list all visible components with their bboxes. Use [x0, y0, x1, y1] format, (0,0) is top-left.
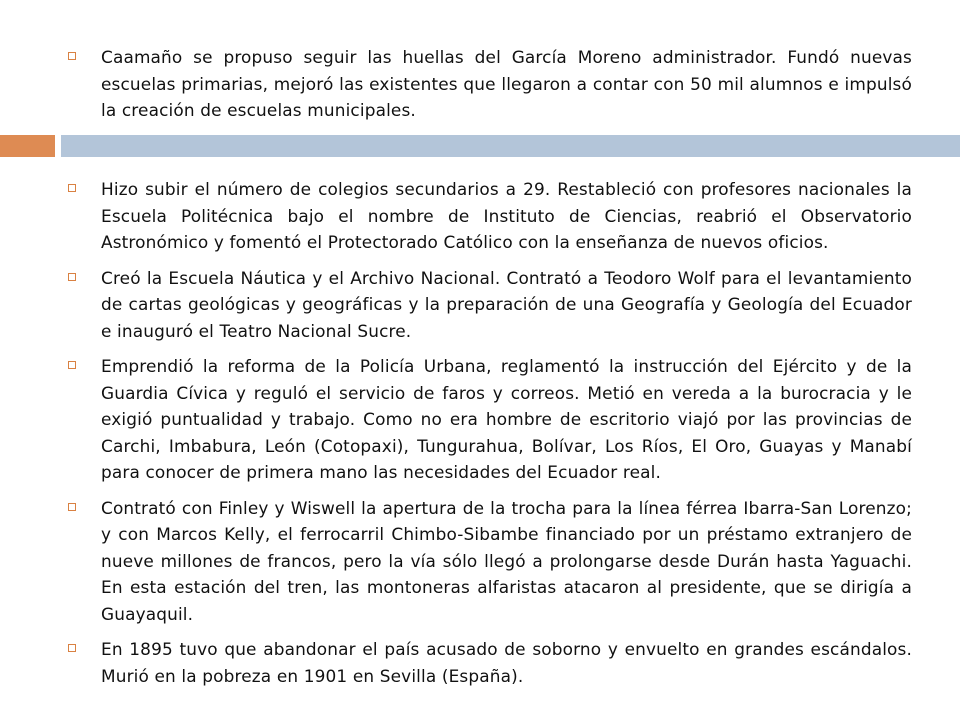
- divider-accent-block: [0, 135, 55, 157]
- bullet-text: Caamaño se propuso seguir las huellas del García Moreno administrador. Fundó nuevas escuelas primarias, mejoró las existentes que llegaron a contar con 50 mil alumnos e impulsó la creación de escuelas municipales.: [101, 47, 912, 120]
- title-divider: [0, 135, 960, 157]
- main-text-block: [0, 176, 960, 698]
- square-bullet-icon: [68, 361, 76, 369]
- bullet-item: [0, 495, 960, 628]
- bullet-text: Emprendió la reforma de la Policía Urbana, reglamentó la instrucción del Ejército y de la Guardia Cívica y reguló el servicio de faros y correos. Metió en vereda a la burocracia y le exigió puntualidad y trabajo. Como no era hombre de escritorio viajó por las provincias de Carchi, Imbabura, León (Cotopaxi), Tungurahua, Bolívar, Los Ríos, El Oro, Guayas y Manabí para conocer de primera mano las necesidades del Ecuador real.: [101, 356, 912, 482]
- bullet-text: Contrató con Finley y Wiswell la apertura de la trocha para la línea férrea Ibarra-San Lorenzo; y con Marcos Kelly, el ferrocarril Chimbo-Sibambe financiado por un préstamo extranjero de nueve millones de francos, pero la vía sólo llegó a prolongarse desde Durán hasta Yaguachi. En esta estación del tren, las montoneras alfaristas atacaron al presidente, que se dirigía a Guayaquil.: [101, 497, 912, 624]
- square-bullet-icon: [68, 184, 76, 192]
- bullet-item: [0, 636, 960, 689]
- intro-text-block: [0, 44, 960, 124]
- bullet-item: [0, 265, 960, 345]
- main-bullet-list: [0, 176, 960, 689]
- bullet-text: Creó la Escuela Náutica y el Archivo Nacional. Contrató a Teodoro Wolf para el levantamiento de cartas geológicas y geográficas y la preparación de una Geografía y Geología del Ecuador e inauguró el Teatro Nacional Sucre.: [101, 267, 912, 341]
- intro-bullet-list: [0, 44, 960, 124]
- bullet-text: En 1895 tuvo que abandonar el país acusado de soborno y envuelto en grandes escándalos. Murió en la pobreza en 1901 en Sevilla (España).: [101, 639, 912, 686]
- bullet-item: [0, 353, 960, 486]
- square-bullet-icon: [68, 503, 76, 511]
- divider-bar: [61, 135, 960, 157]
- square-bullet-icon: [68, 52, 76, 60]
- square-bullet-icon: [68, 273, 76, 281]
- bullet-item: [0, 44, 960, 124]
- bullet-item: [0, 176, 960, 256]
- bullet-text: Hizo subir el número de colegios secundarios a 29. Restableció con profesores nacionales la Escuela Politécnica bajo el nombre de Instituto de Ciencias, reabrió el Observatorio Astronómico y fomentó el Protectorado Católico con la enseñanza de nuevos oficios.: [101, 179, 912, 252]
- square-bullet-icon: [68, 644, 76, 652]
